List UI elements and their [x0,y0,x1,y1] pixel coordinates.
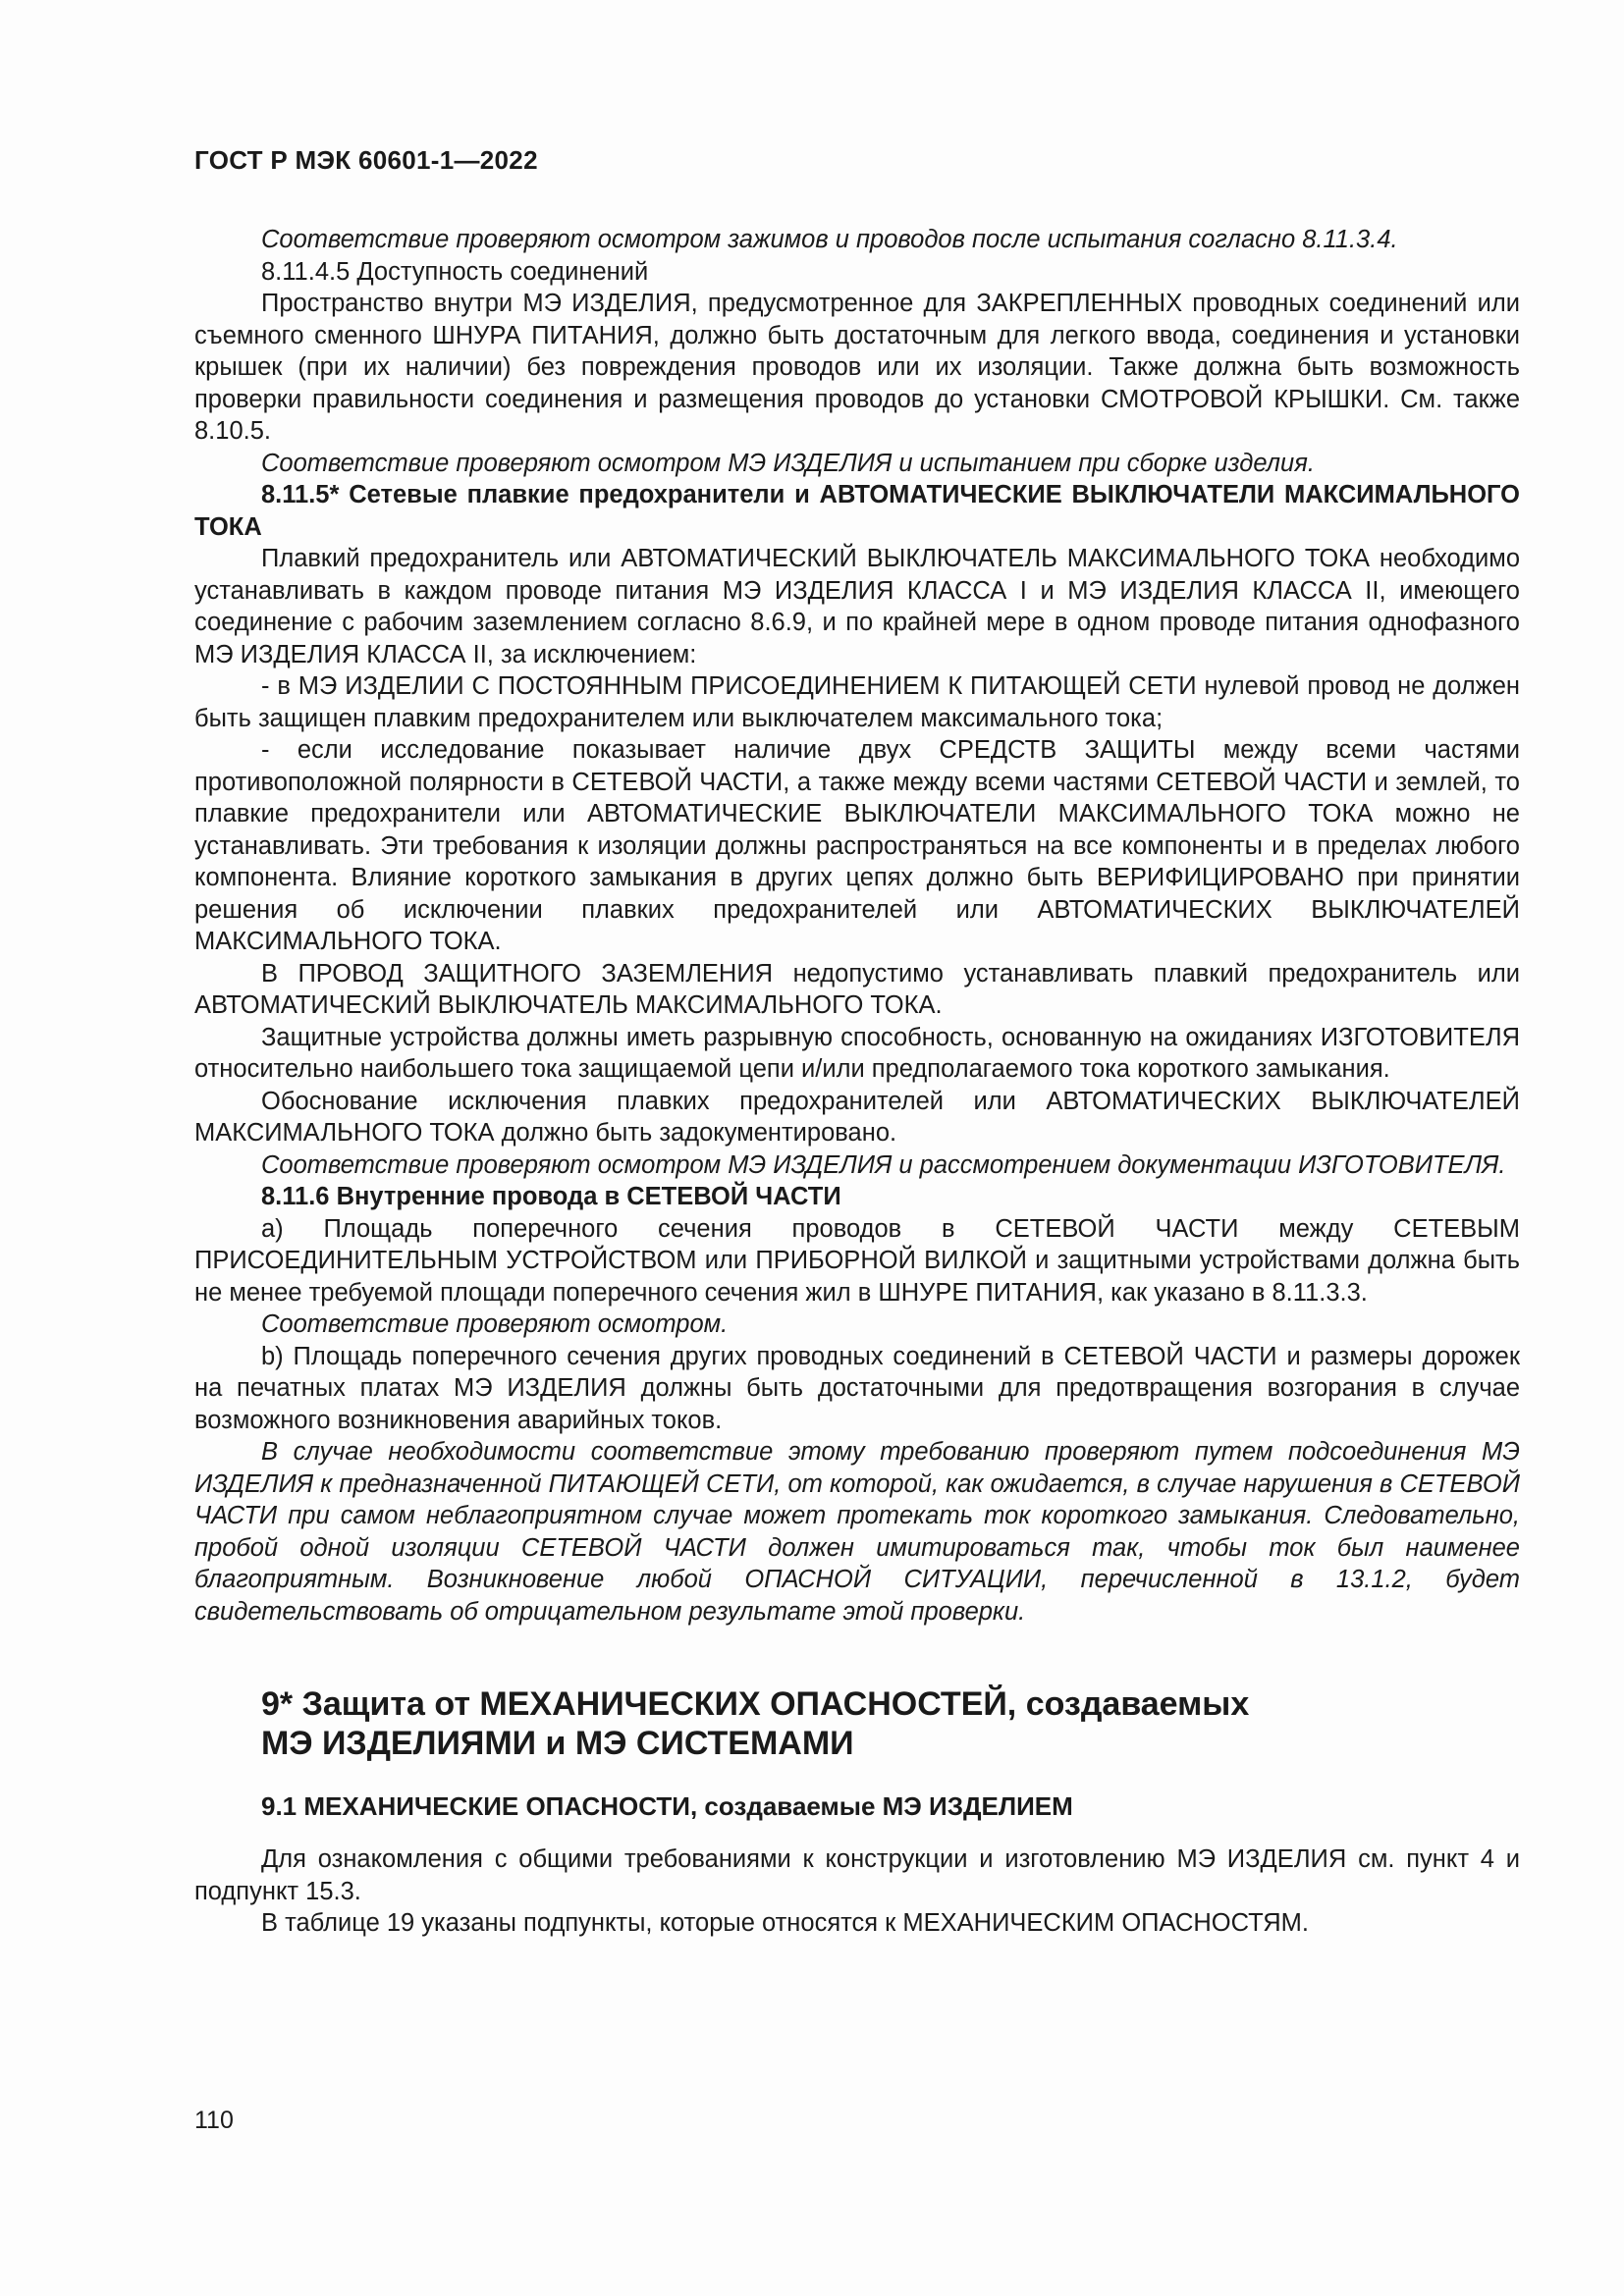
paragraph: В таблице 19 указаны подпункты, которые относятся к МЕХАНИЧЕСКИМ ОПАСНОСТЯМ. [261,1909,1309,1937]
paragraph: а) Площадь поперечного сечения проводов в СЕТЕВОЙ ЧАСТИ между СЕТЕВЫМ ПРИСОЕДИНИТЕЛЬНЫМ УСТРОЙСТВОМ или ПРИБОРНОЙ ВИЛКОЙ и защитными устройствами должна быть не менее требуемой площади поперечного сечения жил в ШНУРЕ ПИТАНИЯ, как указано в 8.11.3.3. [194,1214,1520,1307]
paragraph: 8.11.6 Внутренние провода в СЕТЕВОЙ ЧАСТИ [261,1183,841,1210]
paragraph: В ПРОВОД ЗАЩИТНОГО ЗАЗЕМЛЕНИЯ недопустимо устанавливать плавкий предохранитель или АВТОМАТИЧЕСКИЙ ВЫКЛЮЧАТЕЛЬ МАКСИМАЛЬНОГО ТОКА. [194,959,1520,1019]
paragraph: Соответствие проверяют осмотром зажимов и проводов после испытания согласно 8.11.3.4. [261,226,1398,253]
section-title: 9.1 МЕХАНИЧЕСКИЕ ОПАСНОСТИ, создаваемые МЭ ИЗДЕЛИЕМ [261,1791,1073,1821]
body-text [194,224,1520,1628]
chapter-title-line: 9* Защита от МЕХАНИЧЕСКИХ ОПАСНОСТЕЙ, создаваемых [261,1685,1250,1723]
document-header: ГОСТ Р МЭК 60601-1—2022 [194,145,538,175]
chapter-title-line: МЭ ИЗДЕЛИЯМИ и МЭ СИСТЕМАМИ [261,1725,854,1762]
paragraph: Соответствие проверяют осмотром. [261,1310,729,1338]
section-text [194,1843,1520,1940]
paragraph: В случае необходимости соответствие этому требованию проверяют путем подсоединения МЭ ИЗДЕЛИЯ к предназначенной ПИТАЮЩЕЙ СЕТИ, от которой, как ожидается, в случае нарушения в СЕТЕВОЙ ЧАСТИ при самом неблагоприятном случае может протекать ток короткого замыкания. Следовательно, пробой одной изоляции СЕТЕВОЙ ЧАСТИ должен имитироваться так, чтобы ток был наименее благоприятным. Возникновение любой ОПАСНОЙ СИТУАЦИИ, перечисленной в 13.1.2, будет свидетельствовать об отрицательном результате этой проверки. [194,1438,1520,1626]
paragraph: Защитные устройства должны иметь разрывную способность, основанную на ожиданиях ИЗГОТОВИТЕЛЯ относительно наибольшего тока защищаемой цепи и/или предполагаемого тока короткого замыкания. [194,1023,1520,1083]
paragraph: - если исследование показывает наличие двух СРЕДСТВ ЗАЩИТЫ между всеми частями противоположной полярности в СЕТЕВОЙ ЧАСТИ, а также между всеми частями СЕТЕВОЙ ЧАСТИ и землей, то плавкие предохранители или АВТОМАТИЧЕСКИЕ ВЫКЛЮЧАТЕЛИ МАКСИМАЛЬНОГО ТОКА можно не устанавливать. Эти требования к изоляции должны распространяться на все компоненты и в пределах любого компонента. Влияние короткого замыкания в других цепях должно быть ВЕРИФИЦИРОВАНО при принятии решения об исключении плавких предохранителей или АВТОМАТИЧЕСКИХ ВЫКЛЮЧАТЕЛЕЙ МАКСИМАЛЬНОГО ТОКА. [194,736,1520,955]
paragraph: Соответствие проверяют осмотром МЭ ИЗДЕЛИЯ и испытанием при сборке изделия. [261,449,1315,477]
page-number: 110 [194,2107,234,2134]
paragraph: Для ознакомления с общими требованиями к конструкции и изготовлению МЭ ИЗДЕЛИЯ см. пункт 4 и подпункт 15.3. [194,1845,1520,1905]
paragraph: b) Площадь поперечного сечения других проводных соединений в СЕТЕВОЙ ЧАСТИ и размеры дорожек на печатных платах МЭ ИЗДЕЛИЯ должны быть достаточными для предотвращения возгорания в случае возможного возникновения аварийных токов. [194,1342,1520,1434]
paragraph: Обоснование исключения плавких предохранителей или АВТОМАТИЧЕСКИХ ВЫКЛЮЧАТЕЛЕЙ МАКСИМАЛЬНОГО ТОКА должно быть задокументировано. [194,1087,1520,1147]
paragraph: - в МЭ ИЗДЕЛИИ С ПОСТОЯННЫМ ПРИСОЕДИНЕНИЕМ К ПИТАЮЩЕЙ СЕТИ нулевой провод не должен быть защищен плавким предохранителем или выключателем максимального тока; [194,672,1520,732]
paragraph: 8.11.5* Сетевые плавкие предохранители и АВТОМАТИЧЕСКИЕ ВЫКЛЮЧАТЕЛИ МАКСИМАЛЬНОГО ТОКА [194,481,1520,541]
paragraph: Соответствие проверяют осмотром МЭ ИЗДЕЛИЯ и рассмотрением документации ИЗГОТОВИТЕЛЯ. [261,1150,1506,1179]
chapter-title [261,1684,1520,1763]
paragraph: 8.11.4.5 Доступность соединений [261,257,649,286]
paragraph: Пространство внутри МЭ ИЗДЕЛИЯ, предусмотренное для ЗАКРЕПЛЕННЫХ проводных соединений или съемного сменного ШНУРА ПИТАНИЯ, должно быть достаточным для легкого ввода, соединения и установки крышек (при их наличии) без повреждения проводов или их изоляции. Также должна быть возможность проверки правильности соединения и размещения проводов до установки СМОТРОВОЙ КРЫШКИ. См. также 8.10.5. [194,290,1520,445]
paragraph: Плавкий предохранитель или АВТОМАТИЧЕСКИЙ ВЫКЛЮЧАТЕЛЬ МАКСИМАЛЬНОГО ТОКА необходимо устанавливать в каждом проводе питания МЭ ИЗДЕЛИЯ КЛАССА I и МЭ ИЗДЕЛИЯ КЛАССА II, имеющего соединение с рабочим заземлением согласно 8.6.9, и по крайней мере в одном проводе питания однофазного МЭ ИЗДЕЛИЯ КЛАССА II, за исключением: [194,545,1520,668]
page-content [194,224,1520,1940]
